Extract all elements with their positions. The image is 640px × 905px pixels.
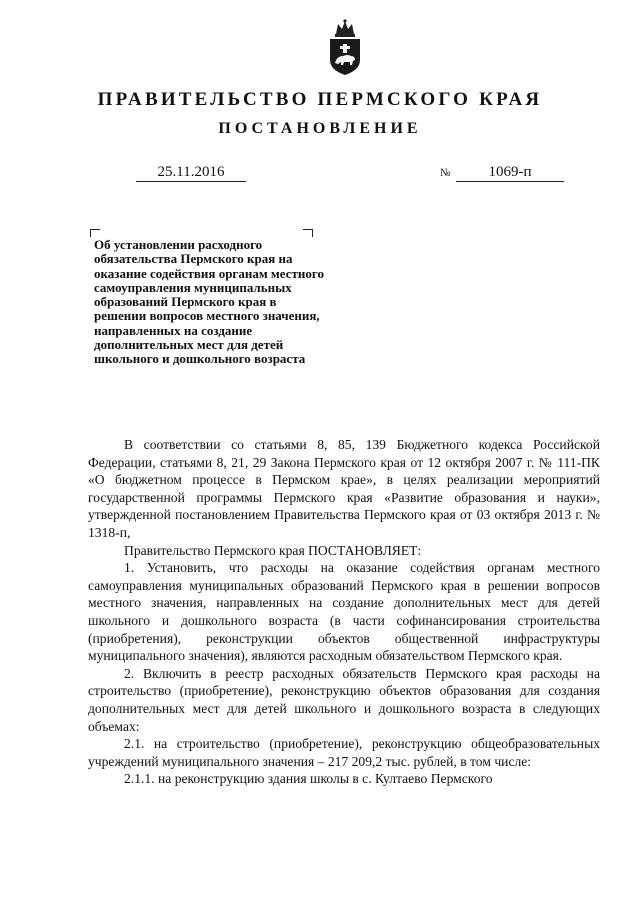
body-paragraph: 2. Включить в реестр расходных обязательств Пермского края расходы на строительство (приобретение), реконструкцию объектов образования для создания дополнительных мест для детей школьного и дошкольного возраста в следующих объемах: bbox=[88, 665, 600, 734]
document-date: 25.11.2016 bbox=[136, 163, 246, 182]
body-paragraph: В соответствии со статьями 8, 85, 139 Бюджетного кодекса Российской Федерации, статьями 8, 21, 29 Закона Пермского края от 12 октября 2007 г. № 111-ПК «О бюджетном процессе в Пермском крае», в целях реализации мероприятий государственной программы Пермского края «Развитие образования и науки», утвержденной постановлением Правительства Пермского края от 03 октября 2013 г. № 1318-п, bbox=[88, 437, 600, 540]
document-type: ПОСТАНОВЛЕНИЕ bbox=[218, 120, 422, 137]
coat-of-arms-icon bbox=[326, 18, 364, 76]
body-paragraph: Правительство Пермского края ПОСТАНОВЛЯЕТ: bbox=[124, 542, 422, 558]
document-number: 1069-п bbox=[456, 163, 564, 182]
body-paragraph: 2.1. на строительство (приобретение), реконструкцию общеобразовательных учреждений муниципального значения – 217 209,2 тыс. рублей, в том числе: bbox=[88, 736, 600, 769]
number-label: № bbox=[440, 167, 451, 179]
subject-bracket-right bbox=[303, 229, 313, 237]
organization-title: ПРАВИТЕЛЬСТВО ПЕРМСКОГО КРАЯ bbox=[97, 89, 543, 110]
body-paragraph: 1. Установить, что расходы на оказание содействия органам местного самоуправления муниципальных образований Пермского края в решении вопросов местного значения, направленных на создание дополнительных мест для детей школьного и дошкольного возраста (в части софинансирования строительства (приобретения), реконструкции объектов общественной инфраструктуры муниципального значения), являются расходным обязательством Пермского края. bbox=[88, 560, 600, 664]
body-paragraph: 2.1.1. на реконструкцию здания школы в с. Култаево Пермского bbox=[124, 771, 493, 787]
document-body bbox=[88, 436, 600, 788]
subject-bracket-left bbox=[90, 229, 100, 237]
document-subject: Об установлении расходного обязательства Пермского края на оказание содействия органам местного самоуправления муниципальных образований Пермского края в решении вопросов местного значения, направленных на создание дополнительных мест для детей школьного и дошкольного возраста bbox=[94, 237, 324, 367]
